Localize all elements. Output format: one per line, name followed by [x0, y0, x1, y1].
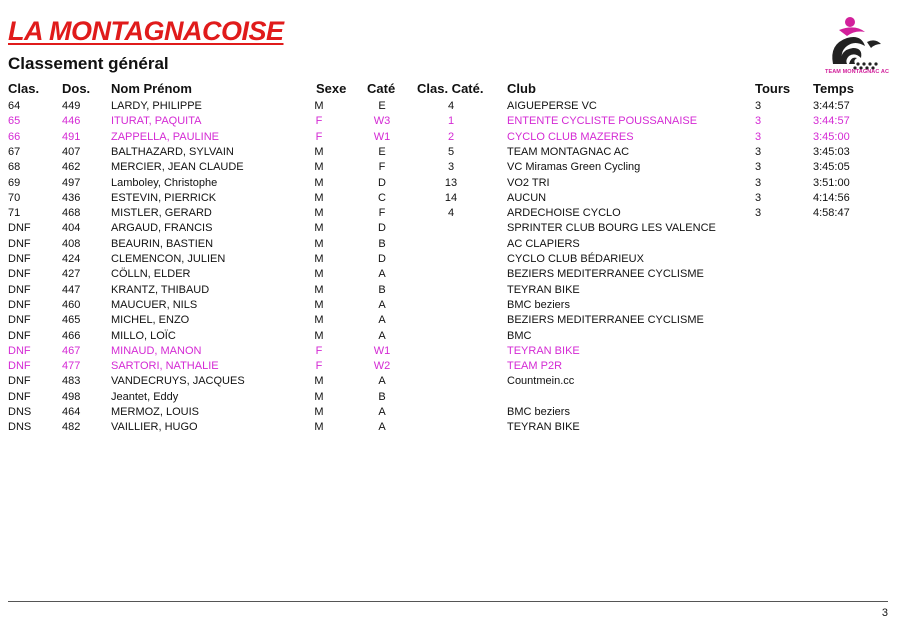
col-laps-header: Tours: [755, 81, 791, 96]
cell-bib: 436: [62, 191, 81, 204]
cell-cat: B: [378, 237, 386, 250]
cell-cat: C: [378, 191, 386, 204]
event-title: LA MONTAGNACOISE: [8, 16, 284, 46]
cell-club: BMC: [507, 329, 532, 342]
cell-club: TEYRAN BIKE: [507, 344, 580, 357]
cell-sex: M: [314, 100, 324, 112]
cell-name: LARDY, PHILIPPE: [111, 100, 202, 112]
cell-sex: M: [314, 237, 324, 250]
col-catrank-header: Clas. Caté.: [417, 81, 484, 96]
table-row: [0, 375, 900, 390]
cell-sex: F: [315, 344, 323, 357]
cell-club: AIGUEPERSE VC: [507, 100, 597, 112]
cell-cat: B: [378, 390, 386, 403]
cell-sex: M: [314, 421, 324, 434]
cell-time: 3:51:00: [813, 176, 850, 189]
cell-cat: A: [378, 406, 386, 418]
cell-bib: 483: [62, 375, 81, 388]
cell-sex: M: [314, 253, 324, 265]
cell-cat: F: [378, 161, 386, 174]
cell-bib: 466: [62, 329, 81, 342]
cell-time: 3:44:57: [813, 100, 850, 112]
cell-club: TEYRAN BIKE: [507, 283, 580, 296]
cell-cat: A: [378, 268, 386, 281]
table-row: [0, 131, 900, 146]
cell-name: Jeantet, Eddy: [111, 390, 179, 403]
col-name-header: Nom Prénom: [111, 81, 192, 96]
cell-bib: 482: [62, 421, 81, 434]
cell-laps: 3: [755, 191, 762, 204]
cell-cat: W1: [373, 344, 391, 357]
table-row: [0, 268, 900, 283]
cell-name: SARTORI, NATHALIE: [111, 360, 219, 373]
cell-bib: 468: [62, 207, 81, 220]
cell-cat: A: [378, 375, 386, 388]
cell-club: TEYRAN BIKE: [507, 421, 580, 434]
cell-rank: 67: [8, 145, 21, 158]
col-club-header: Club: [507, 81, 536, 96]
cell-time: 3:45:00: [813, 130, 850, 143]
table-row: [0, 360, 900, 375]
cell-club: VC Miramas Green Cycling: [507, 161, 641, 174]
cell-cat: A: [378, 298, 386, 311]
cell-cat: E: [378, 145, 386, 158]
cell-sex: F: [315, 360, 323, 373]
cell-cat: D: [378, 176, 386, 189]
cell-cat: D: [378, 253, 386, 265]
table-row: [0, 421, 900, 436]
cell-sex: M: [314, 314, 324, 327]
cell-rank: DNF: [8, 237, 31, 250]
cell-rank: DNF: [8, 360, 31, 373]
cell-name: MERCIER, JEAN CLAUDE: [111, 161, 244, 174]
cell-catrank: 14: [444, 191, 458, 204]
cell-laps: 3: [755, 115, 762, 128]
footer-divider: [8, 601, 888, 602]
cell-cat: F: [378, 207, 386, 220]
table-row: [0, 299, 900, 314]
cell-bib: 467: [62, 344, 81, 357]
cell-cat: W2: [373, 360, 391, 373]
cell-club: BEZIERS MEDITERRANEE CYCLISME: [507, 314, 704, 327]
cell-catrank: 4: [447, 100, 455, 112]
cell-bib: 464: [62, 406, 81, 418]
col-rank-header: Clas.: [8, 81, 40, 96]
cell-cat: A: [378, 329, 386, 342]
cell-cat: E: [378, 100, 386, 112]
cell-catrank: 5: [447, 145, 455, 158]
cell-name: VAILLIER, HUGO: [111, 421, 198, 434]
cell-rank: 69: [8, 176, 21, 189]
cell-rank: DNS: [8, 421, 32, 434]
table-row: [0, 345, 900, 360]
cell-bib: 477: [62, 360, 81, 373]
cell-club: BMC beziers: [507, 298, 570, 311]
cell-sex: M: [314, 406, 324, 418]
cell-rank: 64: [8, 100, 21, 112]
table-row: [0, 192, 900, 207]
cell-club: AC CLAPIERS: [507, 237, 580, 250]
cell-name: Lamboley, Christophe: [111, 176, 218, 189]
cell-club: SPRINTER CLUB BOURG LES VALENCE: [507, 222, 716, 235]
cell-sex: M: [314, 176, 324, 189]
cell-rank: DNF: [8, 298, 31, 311]
cell-time: 3:45:03: [813, 145, 850, 158]
cell-cat: A: [378, 314, 386, 327]
cell-laps: 3: [755, 100, 762, 112]
cell-rank: DNF: [8, 375, 31, 388]
cell-name: MINAUD, MANON: [111, 344, 202, 357]
table-row: [0, 177, 900, 192]
cell-rank: DNF: [8, 253, 31, 265]
table-row: [0, 207, 900, 222]
cell-bib: 424: [62, 253, 81, 265]
cell-rank: DNF: [8, 268, 31, 281]
col-time-header: Temps: [813, 81, 854, 96]
cell-laps: 3: [755, 161, 762, 174]
table-row: [0, 161, 900, 176]
col-bib-header: Dos.: [62, 81, 91, 96]
cell-name: ITURAT, PAQUITA: [111, 115, 202, 128]
cell-cat: B: [378, 283, 386, 296]
cell-sex: M: [314, 268, 324, 281]
cell-name: VANDECRUYS, JACQUES: [111, 375, 245, 388]
cell-bib: 465: [62, 314, 81, 327]
cell-rank: DNF: [8, 222, 31, 235]
cell-club: Countmein.cc: [507, 375, 575, 388]
results-table-header: [0, 81, 900, 98]
cell-club: VO2 TRI: [507, 176, 550, 189]
cell-name: MISTLER, GERARD: [111, 207, 212, 220]
cell-bib: 491: [62, 130, 81, 143]
cell-bib: 460: [62, 298, 81, 311]
cell-name: BALTHAZARD, SYLVAIN: [111, 145, 234, 158]
cell-cat: A: [378, 421, 386, 434]
col-sex-header: Sexe: [316, 81, 347, 96]
cell-name: CÖLLN, ELDER: [111, 268, 191, 281]
cell-name: ARGAUD, FRANCIS: [111, 222, 213, 235]
table-row: [0, 330, 900, 345]
cell-name: MILLO, LOÏC: [111, 329, 176, 342]
cell-rank: 70: [8, 191, 21, 204]
cell-club: BMC beziers: [507, 406, 570, 418]
table-row: [0, 406, 900, 421]
cell-name: MAUCUER, NILS: [111, 298, 198, 311]
cell-bib: 498: [62, 390, 81, 403]
table-row: [0, 100, 900, 115]
cell-rank: 68: [8, 161, 21, 174]
cell-bib: 462: [62, 161, 81, 174]
table-row: [0, 253, 900, 268]
cell-sex: M: [314, 329, 324, 342]
cell-rank: DNF: [8, 390, 31, 403]
cell-time: 4:58:47: [813, 207, 850, 220]
cell-club: AUCUN: [507, 191, 547, 204]
cell-laps: 3: [755, 130, 762, 143]
cell-cat: W1: [373, 130, 391, 143]
cell-laps: 3: [755, 145, 762, 158]
cell-sex: M: [314, 390, 324, 403]
cell-sex: M: [314, 145, 324, 158]
cell-time: 3:45:05: [813, 161, 850, 174]
cell-rank: 71: [8, 207, 21, 220]
cell-name: KRANTZ, THIBAUD: [111, 283, 210, 296]
cell-club: ARDECHOISE CYCLO: [507, 207, 621, 220]
cell-time: 4:14:56: [813, 191, 850, 204]
cell-cat: W3: [373, 115, 391, 128]
cell-rank: DNS: [8, 406, 32, 418]
cell-laps: 3: [755, 176, 762, 189]
cell-catrank: 3: [447, 161, 455, 174]
cell-bib: 447: [62, 283, 81, 296]
table-row: [0, 222, 900, 237]
cell-catrank: 13: [444, 176, 458, 189]
cell-bib: 407: [62, 145, 81, 158]
cell-name: ZAPPELLA, PAULINE: [111, 130, 220, 143]
cell-rank: 66: [8, 130, 21, 143]
cell-name: ESTEVIN, PIERRICK: [111, 191, 217, 204]
table-row: [0, 284, 900, 299]
cell-catrank: 2: [447, 130, 455, 143]
cell-bib: 497: [62, 176, 81, 189]
page-number: 3: [881, 607, 888, 619]
cell-sex: M: [314, 298, 324, 311]
cell-club: ENTENTE CYCLISTE POUSSANAISE: [507, 115, 698, 128]
cell-rank: DNF: [8, 283, 31, 296]
cell-name: MERMOZ, LOUIS: [111, 406, 200, 418]
cell-bib: 404: [62, 222, 81, 235]
cell-sex: F: [315, 115, 323, 128]
cell-rank: DNF: [8, 329, 31, 342]
col-cat-header: Caté: [367, 81, 396, 96]
cell-cat: D: [378, 222, 386, 235]
cell-time: 3:44:57: [813, 115, 850, 128]
table-row: [0, 146, 900, 161]
cell-rank: DNF: [8, 344, 31, 357]
cell-club: CYCLO CLUB BÉDARIEUX: [507, 253, 644, 265]
page-subtitle: Classement général: [8, 54, 169, 73]
cell-bib: 446: [62, 115, 81, 128]
cell-name: MICHEL, ENZO: [111, 314, 190, 327]
cell-bib: 427: [62, 268, 81, 281]
cell-sex: F: [315, 130, 323, 143]
cell-bib: 408: [62, 237, 81, 250]
cell-rank: 65: [8, 115, 21, 128]
table-row: [0, 238, 900, 253]
cell-club: TEAM P2R: [507, 360, 563, 373]
cell-bib: 449: [62, 100, 81, 112]
cell-sex: M: [314, 191, 324, 204]
cell-sex: M: [314, 161, 324, 174]
cell-club: CYCLO CLUB MAZERES: [507, 130, 634, 143]
cell-name: CLEMENCON, JULIEN: [111, 253, 226, 265]
cell-sex: M: [314, 283, 324, 296]
cell-catrank: 4: [447, 207, 455, 220]
cell-club: BEZIERS MEDITERRANEE CYCLISME: [507, 268, 704, 281]
logo-caption: TEAM MONTAGNAC AC: [824, 69, 890, 75]
cell-sex: M: [314, 375, 324, 388]
cell-sex: M: [314, 207, 324, 220]
cell-laps: 3: [755, 207, 762, 220]
table-row: [0, 391, 900, 406]
cell-rank: DNF: [8, 314, 31, 327]
table-row: [0, 115, 900, 130]
cell-catrank: 1: [447, 115, 455, 128]
cell-sex: M: [314, 222, 324, 235]
cell-club: TEAM MONTAGNAC AC: [507, 145, 630, 158]
table-row: [0, 314, 900, 329]
cell-name: BEAURIN, BASTIEN: [111, 237, 214, 250]
